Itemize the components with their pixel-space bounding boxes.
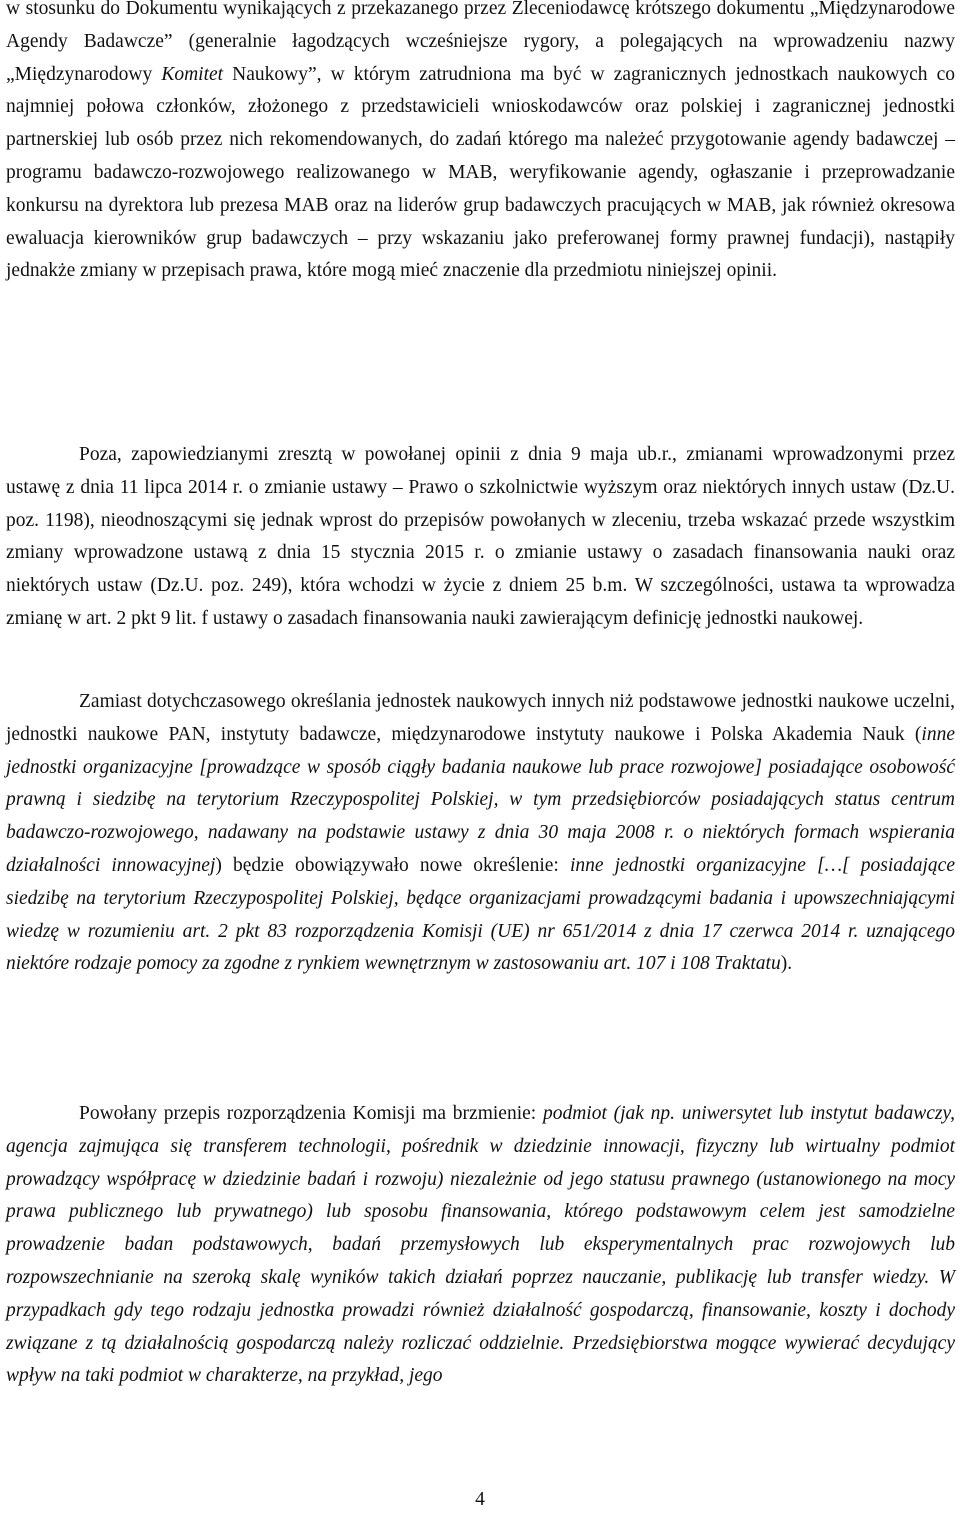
italic-text-run: inne jednostki organizacyjne [prowadzące w sposób ciągły badania naukowe lub prace rozwojowe] posiadające osobowość prawną i siedzibę na terytorium Rzeczypospolitej Polskiej, w tym przedsiębiorców posiadających status centrum badawczo-rozwojowego, nadawany na podstawie ustawy z dnia 30 maja 2008 r. o niektórych formach wspierania działalności innowacyjnej (6, 723, 955, 876)
text-run: Powołany przepis rozporządzenia Komisji ma brzmienie: (79, 1103, 543, 1124)
paragraph-2 (6, 439, 955, 636)
text-run: ) będzie obowiązywało nowe określenie: (215, 854, 570, 876)
italic-text-run: Komitet (161, 63, 224, 85)
italic-text-run: inne jednostki organizacyjne […[ posiadające siedzibę na terytorium Rzeczypospolitej Polskiej, będące organizacjami prowadzącymi badania i upowszechniającymi wiedzę w rozumieniu art. 2 pkt 83 rozporządzenia Komisji (UE) nr 651/2014 z dnia 17 czerwca 2014 r. uznającego niektóre rodzaje pomocy za zgodne z rynkiem wewnętrznym w zastosowaniu art. 107 i 108 Traktatu (6, 854, 955, 975)
text-run: Naukowy”, w którym zatrudniona ma być w zagranicznych jednostkach naukowych co najmniej połowa członków, złożonego z przedstawicieli wnioskodawców oraz polskiej i zagranicznej jednostki partnerskiej lub osób przez nich rekomendowanych, do zadań którego ma należeć przygotowanie agendy badawczej – programu badawczo-rozwojowego realizowanego w MAB, weryfikowanie agendy, ogłaszanie i przeprowadzanie konkursu na dyrektora lub prezesa MAB oraz na liderów grup badawczych pracujących w MAB, jak również okresowa ewaluacja kierowników grup badawczych – przy wskazaniu jako preferowanej formy prawnej fundacji), nastąpiły jednakże zmiany w przepisach prawa, które mogą mieć znaczenie dla przedmiotu niniejszej opinii. (6, 63, 956, 282)
text-run: ). (780, 953, 793, 975)
italic-text-run: podmiot (jak np. uniwersytet lub instytut badawczy, agencja zajmująca się transferem technologii, pośrednik w dziedzinie innowacji, fizyczny lub wirtualny podmiot prowadzący współpracę w dziedzinie badań i rozwoju) niezależnie od jego statusu prawnego (ustanowionego na mocy prawa publicznego lub prywatnego) lub sposobu finansowania, którego podstawowym celem jest samodzielne prowadzenie badan podstawowych, badań przemysłowych lub eksperymentalnych prac rozwojowych lub rozpowszechnianie na szeroką skalę wyników takich działań poprzez nauczanie, publikację lub transfer wiedzy. W przypadkach gdy tego rodzaju jednostka prowadzi również działalność gospodarczą, finansowanie, koszty i dochody związane z tą działalnością gospodarczą należy rozliczać oddzielnie. Przedsiębiorstwa mogące wywierać decydujący wpływ na taki podmiot w charakterze, na przykład, jego (6, 1103, 955, 1387)
paragraph-4 (6, 1098, 955, 1393)
paragraph-3 (6, 686, 955, 981)
paragraph-1 (6, 0, 955, 288)
text-run: Poza, zapowiedzianymi zresztą w powołanej opinii z dnia 9 maja ub.r., zmianami wprowadzonymi przez ustawę z dnia 11 lipca 2014 r. o zmianie ustawy – Prawo o szkolnictwie wyższym oraz niektórych innych ustaw (Dz.U. poz. 1198), nieodnoszącymi się jednak wprost do przepisów powołanych w zleceniu, trzeba wskazać przede wszystkim zmiany wprowadzone ustawą z dnia 15 stycznia 2015 r. o zmianie ustawy o zasadach finansowania nauki oraz niektórych ustaw (Dz.U. poz. 249), która wchodzi w życie z dniem 25 b.m. W szczególności, ustawa ta wprowadza zmianę w art. 2 pkt 9 lit. f ustawy o zasadach finansowania nauki zawierającym definicję jednostki naukowej. (6, 444, 955, 629)
page-number: 4 (475, 1489, 485, 1510)
text-run: w stosunku do Dokumentu wynikających z przekazanego przez Zleceniodawcę krótszego dokumentu „Międzynarodowe Agendy Badawcze” (generalnie łagodzących wcześniejsze rygory, a polegających na wprowadzeniu nazwy „Międzynarodowy (6, 0, 955, 85)
text-run: Zamiast dotychczasowego określania jednostek naukowych innych niż podstawowe jednostki naukowe uczelni, jednostki naukowe PAN, instytuty badawcze, międzynarodowe instytuty naukowe i Polska Akademia Nauk ( (6, 691, 955, 745)
